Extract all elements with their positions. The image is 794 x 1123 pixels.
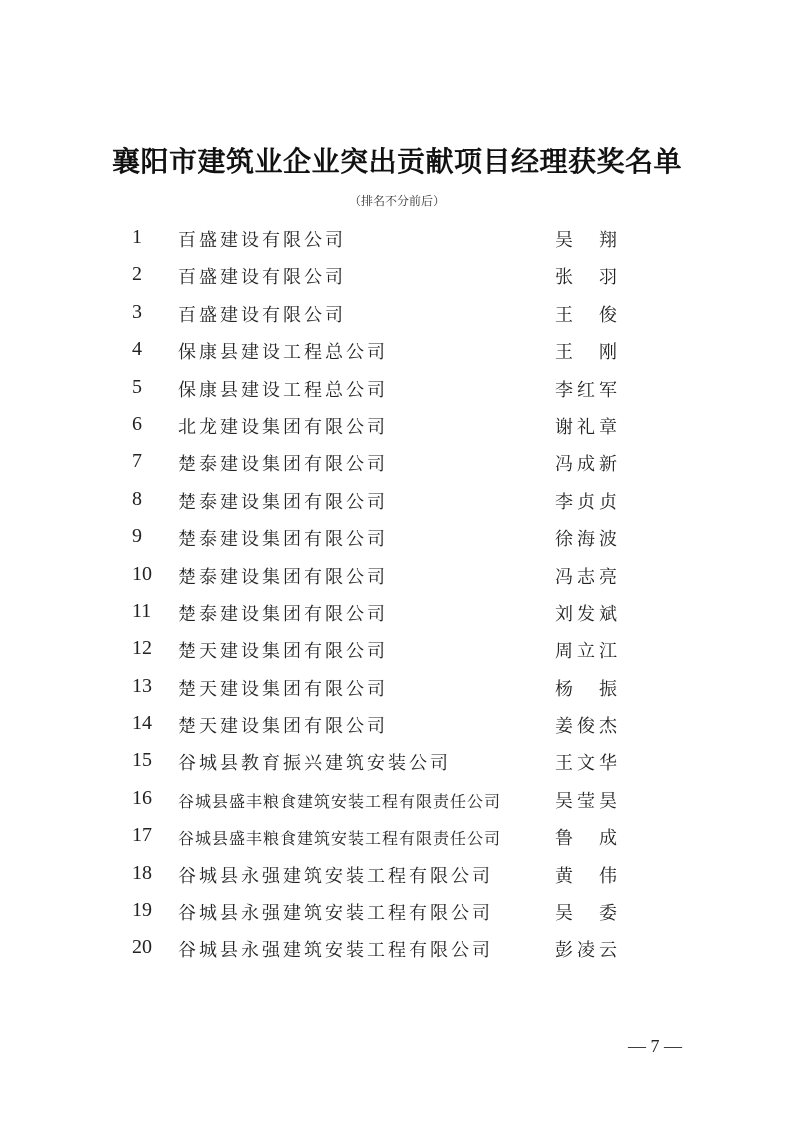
row-number: 19: [132, 899, 152, 922]
company-name: 百盛建设有限公司: [178, 230, 346, 251]
row-number: 3: [132, 300, 142, 323]
list-row: [0, 442, 794, 479]
list-row: [0, 928, 794, 965]
list-row: [0, 405, 794, 442]
company-name: 谷城县盛丰粮食建筑安装工程有限责任公司: [178, 829, 502, 849]
award-list: [0, 218, 794, 966]
list-row: [0, 480, 794, 517]
list-row: [0, 629, 794, 666]
manager-name: 王 刚: [555, 342, 617, 364]
manager-name: 李红军: [555, 379, 617, 401]
row-number: 10: [132, 562, 152, 585]
company-name: 百盛建设有限公司: [178, 267, 346, 289]
row-number: 12: [132, 637, 152, 660]
manager-name: 王 俊: [555, 304, 617, 326]
company-name: 谷城县教育振兴建筑安装公司: [178, 753, 451, 775]
company-name: 谷城县永强建筑安装工程有限公司: [178, 903, 493, 925]
row-number: 5: [132, 375, 142, 398]
list-row: [0, 330, 794, 367]
row-number: 1: [132, 226, 142, 248]
list-row: [0, 891, 794, 928]
manager-name: 周立江: [555, 641, 617, 663]
row-number: 6: [132, 412, 142, 435]
company-name: 保康县建设工程总公司: [178, 342, 388, 364]
row-number: 14: [132, 712, 152, 735]
list-row: [0, 368, 794, 405]
manager-name: 谢礼章: [555, 416, 617, 438]
row-number: 13: [132, 674, 152, 697]
company-name: 楚泰建设集团有限公司: [178, 603, 388, 625]
row-number: 18: [132, 861, 152, 884]
list-row: [0, 517, 794, 554]
company-name: 楚泰建设集团有限公司: [178, 491, 388, 513]
company-name: 百盛建设有限公司: [178, 304, 346, 326]
row-number: 20: [132, 936, 152, 959]
manager-name: 刘发斌: [555, 603, 617, 625]
company-name: 楚天建设集团有限公司: [178, 678, 388, 700]
company-name: 楚泰建设集团有限公司: [178, 566, 388, 588]
row-number: 4: [132, 338, 142, 361]
manager-name: 黄 伟: [555, 865, 617, 887]
manager-name: 吴 翔: [555, 230, 617, 251]
company-name: 北龙建设集团有限公司: [178, 416, 388, 438]
company-name: 谷城县永强建筑安装工程有限公司: [178, 865, 493, 887]
list-row: [0, 816, 794, 853]
list-row: [0, 293, 794, 330]
manager-name: 吴莹昊: [555, 790, 617, 812]
manager-name: 鲁 成: [555, 828, 617, 850]
company-name: 楚天建设集团有限公司: [178, 641, 388, 663]
document-subtitle: （排名不分前后）: [348, 194, 445, 208]
manager-name: 吴 委: [555, 903, 617, 925]
manager-name: 李贞贞: [555, 491, 617, 513]
manager-name: 杨 振: [555, 678, 617, 700]
row-number: 7: [132, 450, 142, 473]
manager-name: 徐海波: [555, 529, 617, 551]
row-number: 9: [132, 525, 142, 548]
list-row: [0, 704, 794, 741]
manager-name: 张 羽: [555, 267, 617, 289]
company-name: 谷城县永强建筑安装工程有限公司: [178, 940, 493, 962]
row-number: 15: [132, 749, 152, 772]
row-number: 8: [132, 487, 142, 510]
manager-name: 冯志亮: [555, 566, 617, 588]
list-row: [0, 667, 794, 704]
row-number: 11: [132, 599, 152, 622]
list-row: [0, 741, 794, 778]
row-number: 17: [132, 824, 152, 847]
list-row: [0, 854, 794, 891]
company-name: 楚泰建设集团有限公司: [178, 529, 388, 551]
manager-name: 王文华: [555, 753, 617, 775]
manager-name: 姜俊杰: [555, 716, 617, 738]
company-name: 楚天建设集团有限公司: [178, 716, 388, 738]
list-row: [0, 218, 794, 255]
list-row: [0, 255, 794, 292]
page-number: — 7 —: [628, 1036, 682, 1056]
company-name: 保康县建设工程总公司: [178, 379, 388, 401]
company-name: 楚泰建设集团有限公司: [178, 454, 388, 476]
company-name: 谷城县盛丰粮食建筑安装工程有限责任公司: [178, 791, 502, 811]
row-number: 16: [132, 786, 152, 809]
list-row: [0, 555, 794, 592]
manager-name: 冯成新: [555, 454, 617, 476]
manager-name: 彭凌云: [555, 940, 617, 962]
row-number: 2: [132, 263, 142, 286]
list-row: [0, 779, 794, 816]
list-row: [0, 592, 794, 629]
document-title: 襄阳市建筑业企业突出贡献项目经理获奖名单: [111, 145, 682, 178]
